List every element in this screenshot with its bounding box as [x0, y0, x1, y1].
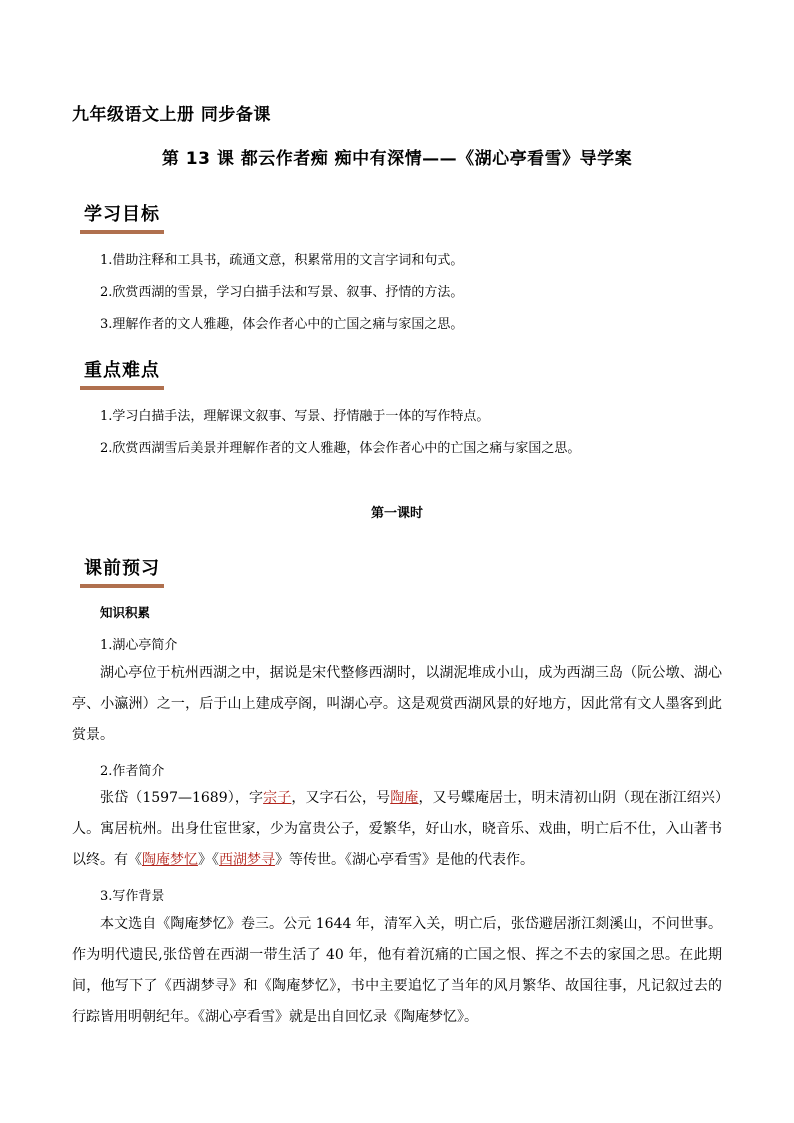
section-underline: [80, 584, 164, 588]
goal-item: 3.理解作者的文人雅趣，体会作者心中的亡国之痛与家国之思。: [100, 317, 464, 332]
course-header: 九年级语文上册 同步备课: [72, 105, 271, 125]
goal-item: 1.借助注释和工具书，疏通文意，积累常用的文言字词和句式。: [100, 253, 464, 268]
section-heading-key-points-text: 重点难点: [84, 360, 160, 381]
paragraph-text: 湖心亭位于杭州西湖之中，据说是宋代整修西湖时，以湖泥堆成小山，成为西湖三岛（阮公墩、湖心亭、小瀛洲）之一，后于山上建成亭阁，叫湖心亭。这是观赏西湖风景的好地方，因此常有文人墨客到此赏景。: [72, 665, 722, 743]
paragraph-text: 本文选自《陶庵梦忆》卷三。公元 1644 年，清军入关，明亡后，张岱避居浙江剡溪山，不问世事。作为明代遗民,张岱曾在西湖一带生活了 40 年，他有着沉痛的亡国之恨、挥之不去的家国之思。在此期间，他写下了《西湖梦寻》和《陶庵梦忆》，书中主要追忆了当年的风月繁华、故国往事，凡记叙过去的行踪皆用明朝纪年。《湖心亭看雪》就是出自回忆录《陶庵梦忆》。: [72, 916, 722, 1025]
section-heading-goals: [80, 200, 164, 230]
book-title-highlight: 西湖梦寻: [219, 852, 275, 868]
text-run: 张岱（1597—1689），字: [100, 790, 264, 806]
subheading-background: 3.写作背景: [100, 889, 165, 904]
courtesy-name-highlight: 宗子: [263, 790, 292, 806]
goal-item: 2.欣赏西湖的雪景，学习白描手法和写景、叙事、抒情的方法。: [100, 285, 464, 300]
text-run: ，又号蝶庵居士，明末清初山阴（现在浙江绍兴）人。寓居杭州。出身仕宦世家，少为富贵公子，爱繁华，好山水，晓音乐、戏曲，明亡后不仕，入山著书以终。有《: [72, 790, 723, 868]
section-heading-preview-text: 课前预习: [84, 558, 160, 579]
lesson-title: 第 13 课 都云作者痴 痴中有深情——《湖心亭看雪》导学案: [161, 149, 633, 169]
period-label: 第一课时: [370, 506, 423, 521]
knowledge-label: 知识积累: [100, 605, 151, 620]
pen-name-highlight: 陶庵: [390, 790, 419, 806]
section-underline: [80, 230, 164, 234]
section-underline: [80, 386, 164, 390]
paragraph-lake-pavilion: [72, 658, 722, 751]
section-heading-key-points: [80, 356, 164, 386]
text-run: ，又字石公，号: [291, 790, 391, 806]
key-point-item: 1.学习白描手法，理解课文叙事、写景、抒情融于一体的写作特点。: [100, 409, 490, 424]
paragraph-text: [72, 783, 722, 876]
paragraph-background: [72, 909, 722, 1033]
section-heading-preview: [80, 554, 164, 584]
paragraph-author: [72, 783, 722, 876]
subheading-author: 2.作者简介: [100, 764, 165, 779]
book-title-highlight: 陶庵梦忆: [142, 852, 198, 868]
key-point-item: 2.欣赏西湖雪后美景并理解作者的文人雅趣，体会作者心中的亡国之痛与家国之思。: [100, 441, 581, 456]
text-run: 》《: [198, 852, 219, 868]
section-heading-goals-text: 学习目标: [84, 204, 160, 225]
text-run: 》等传世。《湖心亭看雪》是他的代表作。: [275, 852, 534, 868]
subheading-lake-pavilion: 1.湖心亭简介: [100, 638, 178, 653]
